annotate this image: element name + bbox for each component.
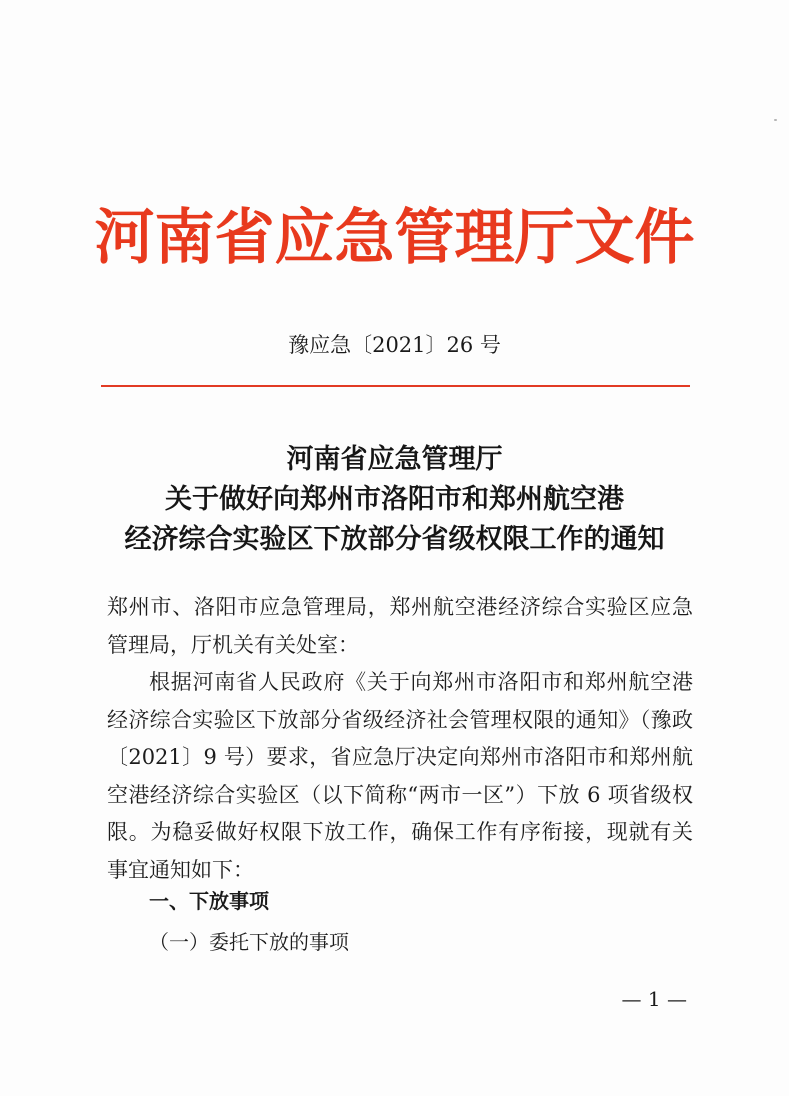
body-paragraph: 根据河南省人民政府《关于向郑州市洛阳市和郑州航空港经济综合实验区下放部分省级经济社会管理权限的通知》（豫政〔2021〕9 号）要求，省应急厅决定向郑州市洛阳市和郑州航空港经济综合实验区（以下简称“两市一区”）下放 6 项省级权限。为稳妥做好权限下放工作，确保工作有序衔接，现就有关事宜通知如下： [107,670,693,882]
red-separator-line [101,385,690,387]
scan-speck [774,119,777,121]
document-body [107,589,693,889]
document-masthead: 河南省应急管理厅文件 [94,203,695,273]
subsection-heading: （一）委托下放的事项 [149,930,349,954]
section-heading: 一、下放事项 [149,889,269,913]
title-line-3: 经济综合实验区下放部分省级权限工作的通知 [124,524,665,555]
document-number: 豫应急〔2021〕26 号 [288,333,501,357]
document-title [0,440,789,560]
page-number: — 1 — [621,987,687,1011]
title-line-2: 关于做好向郑州市洛阳市和郑州航空港 [165,484,624,515]
salutation: 郑州市、洛阳市应急管理局，郑州航空港经济综合实验区应急管理局，厅机关有关处室： [107,595,693,657]
title-line-1: 河南省应急管理厅 [286,444,503,475]
